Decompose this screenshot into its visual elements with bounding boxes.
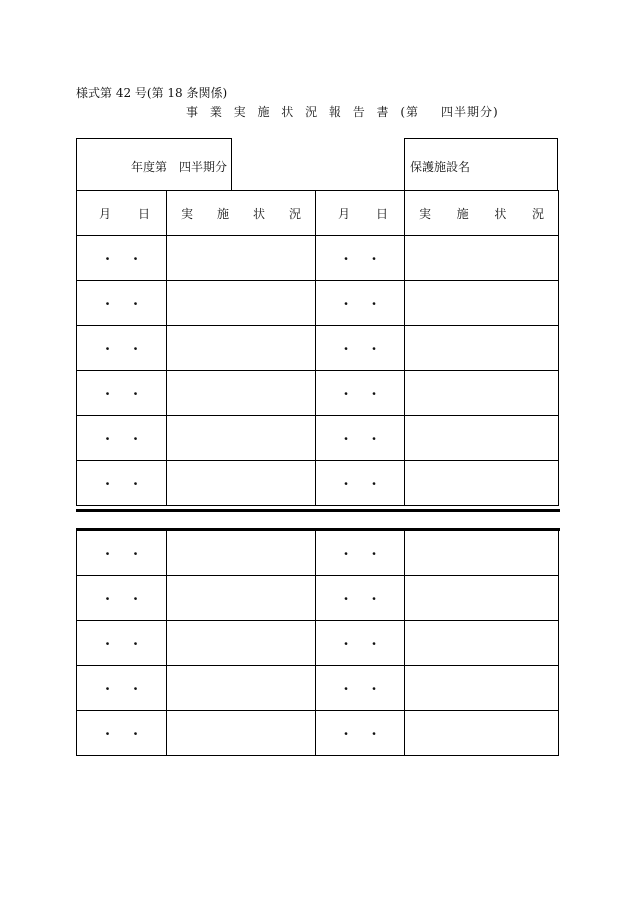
table-row	[77, 711, 559, 756]
month-day-header-right: 月 日	[316, 191, 405, 236]
date-cell-right[interactable]	[316, 576, 405, 621]
table-row	[77, 281, 559, 326]
status-header-right: 実 施 状 況	[405, 191, 559, 236]
date-cell-left[interactable]	[77, 416, 167, 461]
date-placeholder: ・・	[339, 591, 396, 606]
date-placeholder: ・・	[101, 386, 158, 401]
status-cell-right[interactable]	[405, 576, 559, 621]
date-placeholder: ・・	[101, 591, 158, 606]
facility-name-label: 保護施設名	[410, 160, 471, 174]
status-cell-left[interactable]	[167, 416, 316, 461]
date-placeholder: ・・	[101, 431, 158, 446]
date-placeholder: ・・	[101, 341, 158, 356]
status-cell-right[interactable]	[405, 461, 559, 506]
date-placeholder: ・・	[101, 476, 158, 491]
table-row	[77, 666, 559, 711]
table-row	[77, 621, 559, 666]
month-day-header-left: 月 日	[77, 191, 167, 236]
status-cell-right[interactable]	[405, 371, 559, 416]
status-cell-right[interactable]	[405, 236, 559, 281]
status-cell-left[interactable]	[167, 281, 316, 326]
date-cell-right[interactable]	[316, 461, 405, 506]
status-cell-right[interactable]	[405, 416, 559, 461]
date-placeholder: ・・	[339, 386, 396, 401]
date-placeholder: ・・	[339, 681, 396, 696]
period-label: 年度第 四半期分	[131, 160, 228, 174]
date-placeholder: ・・	[101, 726, 158, 741]
date-cell-left[interactable]	[77, 371, 167, 416]
date-placeholder: ・・	[101, 636, 158, 651]
document-title	[186, 103, 499, 120]
table-row	[77, 326, 559, 371]
date-cell-right[interactable]	[316, 371, 405, 416]
date-cell-right[interactable]	[316, 621, 405, 666]
status-cell-left[interactable]	[167, 371, 316, 416]
status-cell-right[interactable]	[405, 281, 559, 326]
column-header-row	[77, 191, 559, 236]
status-header-left: 実 施 状 況	[167, 191, 316, 236]
date-placeholder: ・・	[339, 636, 396, 651]
table-row	[77, 371, 559, 416]
date-cell-right[interactable]	[316, 416, 405, 461]
date-cell-right[interactable]	[316, 326, 405, 371]
date-placeholder: ・・	[339, 431, 396, 446]
date-cell-right[interactable]	[316, 711, 405, 756]
status-cell-right[interactable]	[405, 531, 559, 576]
status-cell-left[interactable]	[167, 236, 316, 281]
upper-record-table	[76, 190, 559, 506]
date-cell-left[interactable]	[77, 326, 167, 371]
period-field[interactable]	[76, 138, 232, 191]
date-cell-right[interactable]	[316, 236, 405, 281]
date-placeholder: ・・	[101, 681, 158, 696]
date-placeholder: ・・	[339, 726, 396, 741]
date-placeholder: ・・	[339, 251, 396, 266]
date-cell-left[interactable]	[77, 531, 167, 576]
status-cell-left[interactable]	[167, 531, 316, 576]
document-title-main: 事 業 実 施 状 況 報 告 書 (第	[186, 105, 420, 119]
date-cell-right[interactable]	[316, 531, 405, 576]
date-placeholder: ・・	[339, 296, 396, 311]
date-cell-left[interactable]	[77, 666, 167, 711]
lower-record-table	[76, 530, 559, 756]
table-row	[77, 236, 559, 281]
form-number: 様式第 42 号(第 18 条関係)	[76, 86, 228, 100]
status-cell-right[interactable]	[405, 621, 559, 666]
date-placeholder: ・・	[339, 476, 396, 491]
date-placeholder: ・・	[101, 546, 158, 561]
date-cell-left[interactable]	[77, 711, 167, 756]
table-row	[77, 416, 559, 461]
date-cell-right[interactable]	[316, 666, 405, 711]
status-cell-right[interactable]	[405, 711, 559, 756]
table-row	[77, 461, 559, 506]
date-placeholder: ・・	[101, 296, 158, 311]
facility-name-field[interactable]	[404, 138, 558, 191]
status-cell-left[interactable]	[167, 711, 316, 756]
date-cell-right[interactable]	[316, 281, 405, 326]
date-placeholder: ・・	[101, 251, 158, 266]
date-cell-left[interactable]	[77, 576, 167, 621]
table-row	[77, 531, 559, 576]
status-cell-left[interactable]	[167, 461, 316, 506]
section-break-line-top	[76, 509, 560, 512]
date-cell-left[interactable]	[77, 461, 167, 506]
date-cell-left[interactable]	[77, 281, 167, 326]
status-cell-right[interactable]	[405, 666, 559, 711]
status-cell-left[interactable]	[167, 326, 316, 371]
table-row	[77, 576, 559, 621]
status-cell-right[interactable]	[405, 326, 559, 371]
status-cell-left[interactable]	[167, 621, 316, 666]
status-cell-left[interactable]	[167, 666, 316, 711]
date-cell-left[interactable]	[77, 621, 167, 666]
date-cell-left[interactable]	[77, 236, 167, 281]
date-placeholder: ・・	[339, 341, 396, 356]
date-placeholder: ・・	[339, 546, 396, 561]
document-title-suffix: 四半期分)	[441, 105, 499, 119]
status-cell-left[interactable]	[167, 576, 316, 621]
